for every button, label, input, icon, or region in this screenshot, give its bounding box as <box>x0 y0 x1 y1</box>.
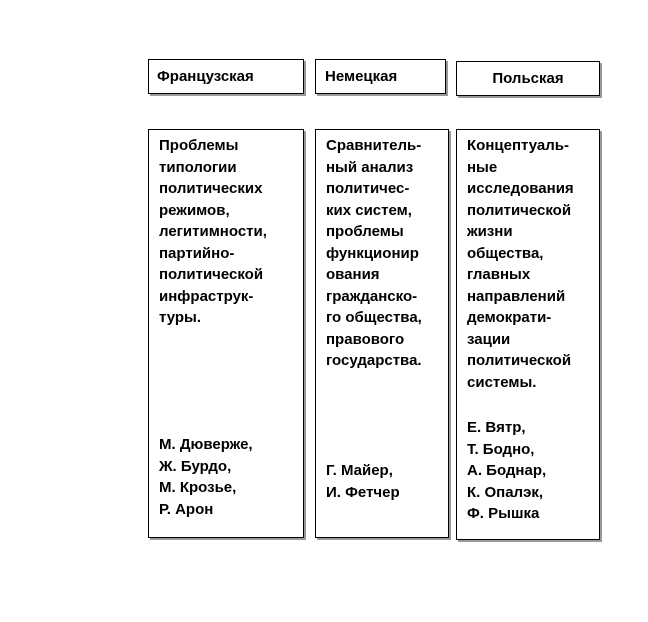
content-box-german <box>315 129 449 538</box>
authors-french: М. Дюверже, Ж. Бурдо, М. Крозье, Р. Арон <box>159 436 253 518</box>
header-polish <box>456 61 600 96</box>
header-french-label: Французская <box>157 68 254 85</box>
header-german <box>315 59 446 94</box>
header-german-label: Немецкая <box>325 68 398 85</box>
description-french: Проблемы типологии политических режимов, легитимности, партийно- политической инфраструк- туры. <box>159 137 267 326</box>
content-box-french <box>148 129 304 538</box>
authors-german: Г. Майер, И. Фетчер <box>326 462 400 501</box>
authors-polish: Е. Вятр, Т. Бодно, А. Боднар, К. Опалэк, Ф. Рышка <box>467 419 547 522</box>
header-french <box>148 59 304 94</box>
description-polish: Концептуаль- ные исследования политической жизни общества, главных направлений демократи- зации политической системы. <box>467 137 574 391</box>
description-german: Сравнитель- ный анализ политичес- ких систем, проблемы функционир ования гражданско- го общества, правового государства. <box>326 137 422 369</box>
content-box-polish <box>456 129 600 540</box>
header-polish-label: Польская <box>492 70 564 87</box>
